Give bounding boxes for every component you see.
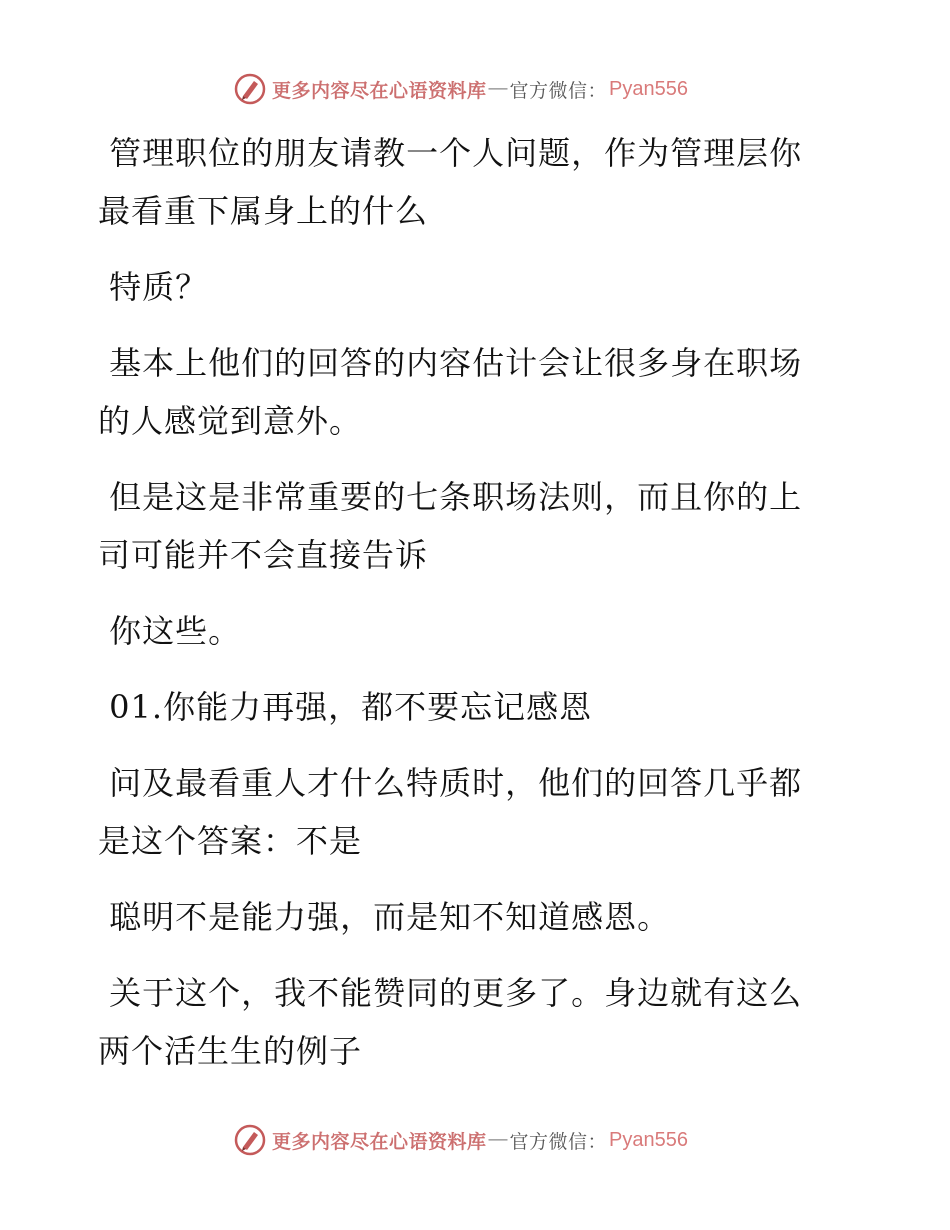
- watermark-dash: —: [488, 1129, 508, 1150]
- watermark-brand: 更多内容尽在心语资料库: [272, 80, 487, 102]
- paragraph: 管理职位的朋友请教一个人问题，作为管理层你 最看重下属身上的什么: [98, 134, 803, 230]
- document-body: [98, 124, 838, 1098]
- watermark-footer: [234, 1123, 688, 1157]
- paragraph: 但是这是非常重要的七条职场法则，而且你的上 司可能并不会直接告诉: [98, 478, 803, 574]
- watermark-dash: —: [488, 78, 508, 99]
- watermark-header: [234, 72, 688, 106]
- pen-logo-icon: [234, 1124, 266, 1156]
- paragraph: 特质？: [98, 268, 209, 306]
- paragraph: 基本上他们的回答的内容估计会让很多身在职场 的人感觉到意外。: [98, 344, 803, 440]
- watermark-wechat-id: Pyan556: [609, 77, 688, 100]
- watermark-wechat-id: Pyan556: [609, 1128, 688, 1151]
- watermark-label: 官方微信：: [509, 80, 608, 102]
- pen-logo-icon: [234, 73, 266, 105]
- paragraph: 你这些。: [98, 612, 242, 650]
- paragraph: 关于这个，我不能赞同的更多了。身边就有这么 两个活生生的例子: [98, 974, 803, 1070]
- paragraph: 问及最看重人才什么特质时，他们的回答几乎都 是这个答案：不是: [98, 764, 803, 860]
- watermark-label: 官方微信：: [509, 1131, 608, 1153]
- section-heading: 01.你能力再强，都不要忘记感恩: [98, 688, 593, 726]
- paragraph: 聪明不是能力强，而是知不知道感恩。: [98, 898, 671, 936]
- watermark-brand: 更多内容尽在心语资料库: [272, 1131, 487, 1153]
